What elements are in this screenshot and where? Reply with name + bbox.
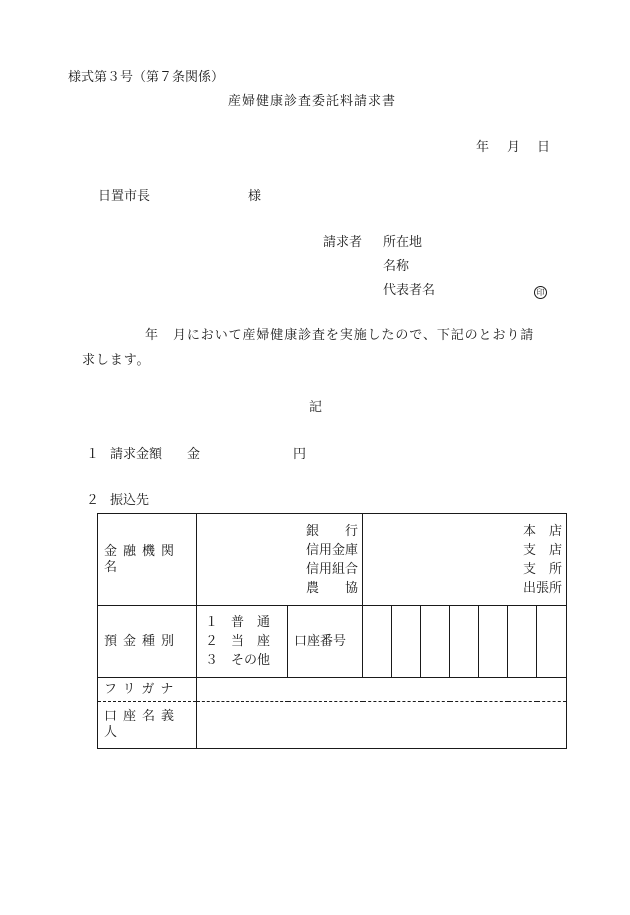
- item2-number: ２: [86, 493, 100, 508]
- body-line-2: 求します。: [82, 353, 151, 368]
- bank-type-4: 農 協: [306, 580, 359, 596]
- bank-type-1: 銀 行: [306, 523, 359, 539]
- deposit-type-2: ２ 当 座: [205, 634, 271, 649]
- account-holder-label: 口座名義人: [98, 702, 197, 749]
- claimant-representative-label: 代表者名: [383, 283, 436, 298]
- account-holder-row: [98, 702, 567, 749]
- deposit-type-options[interactable]: [197, 606, 288, 678]
- seal-mark-icon: 印: [534, 284, 547, 300]
- furigana-row: [98, 678, 567, 702]
- furigana-field[interactable]: [197, 678, 567, 702]
- furigana-label: フリガナ: [98, 678, 197, 702]
- date-month-label: 月: [507, 140, 521, 155]
- deposit-type-3: ３ その他: [205, 653, 271, 668]
- transfer-table: [97, 513, 567, 749]
- item1-number: １: [86, 447, 100, 462]
- date-day-label: 日: [537, 140, 551, 155]
- bank-type-cell[interactable]: [197, 514, 363, 606]
- account-number-label: 口座番号: [288, 606, 363, 678]
- deposit-row: [98, 606, 567, 678]
- item1-label: 請求金額: [110, 447, 163, 462]
- form-number: 様式第３号（第７条関係）: [68, 70, 225, 85]
- branch-type-4: 出張所: [523, 580, 563, 596]
- bank-type-3: 信用組合: [306, 561, 359, 577]
- date-year-label: 年: [476, 140, 490, 155]
- bank-label: 金融機関名: [98, 514, 197, 606]
- ki-heading: 記: [309, 400, 323, 415]
- claimant-address-label: 所在地: [383, 235, 423, 250]
- account-digit-box[interactable]: [479, 606, 508, 678]
- body-line-1: 月において産婦健康診査を実施したので、下記のとおり請: [173, 328, 535, 343]
- addressee-honorific: 様: [248, 189, 262, 204]
- account-digit-box[interactable]: [392, 606, 421, 678]
- account-holder-field[interactable]: [197, 702, 567, 749]
- branch-type-1: 本 店: [523, 523, 563, 539]
- account-digit-box[interactable]: [450, 606, 479, 678]
- deposit-type-1: １ 普 通: [205, 615, 271, 630]
- bank-type-2: 信用金庫: [306, 542, 359, 558]
- item2-label: 振込先: [110, 493, 150, 508]
- item1-unit: 円: [293, 447, 307, 462]
- account-digit-box[interactable]: [537, 606, 567, 678]
- claimant-label: 請求者: [323, 235, 363, 250]
- account-digit-box[interactable]: [421, 606, 450, 678]
- item1-prefix: 金: [187, 447, 201, 462]
- body-year-label: 年: [145, 328, 159, 343]
- document-title: 産婦健康診査委託料請求書: [228, 94, 397, 109]
- claimant-name-label: 名称: [383, 259, 410, 274]
- deposit-type-label: 預金種別: [98, 606, 197, 678]
- account-digit-box[interactable]: [363, 606, 392, 678]
- addressee-name: 日置市長: [98, 189, 151, 204]
- branch-type-2: 支 店: [523, 542, 563, 558]
- branch-type-3: 支 所: [523, 561, 563, 577]
- bank-row: [98, 514, 567, 606]
- branch-type-cell[interactable]: [363, 514, 567, 606]
- account-digit-box[interactable]: [508, 606, 537, 678]
